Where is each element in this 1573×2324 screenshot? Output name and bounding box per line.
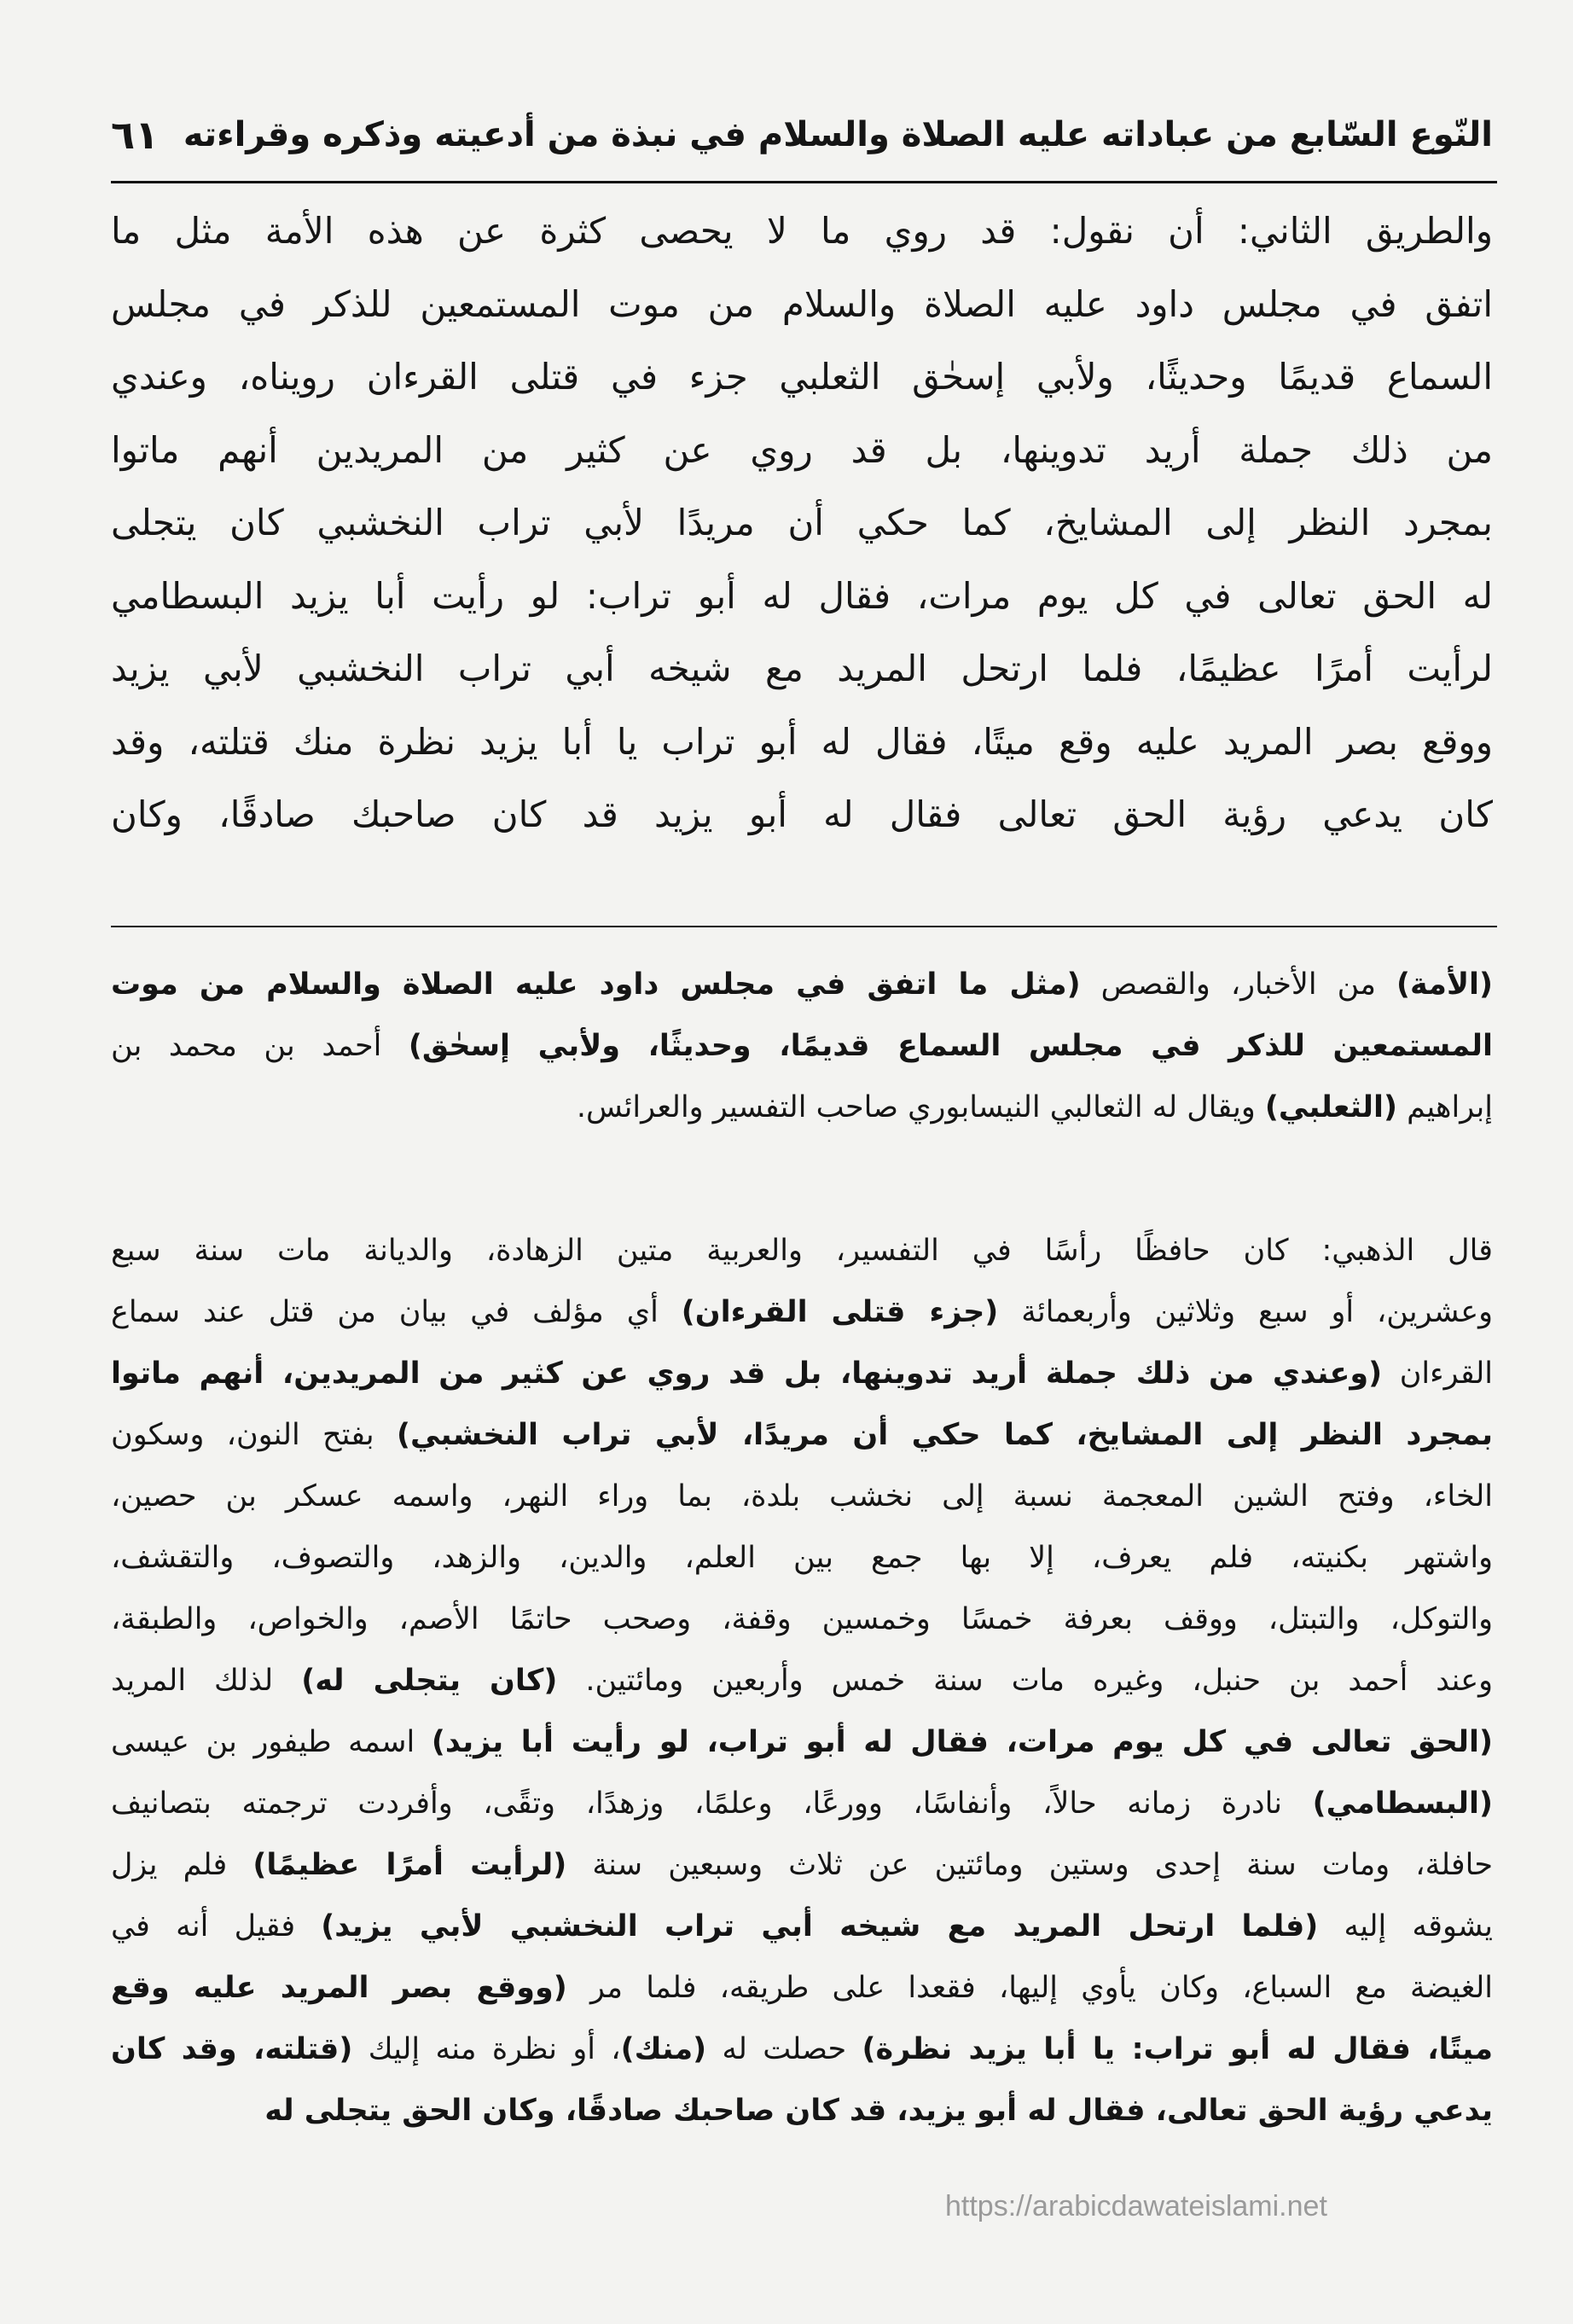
main-text-line: ووقع بصر المريد عليه وقع ميتًا، فقال له أبو تراب يا أبا يزيد نظرة منك قتلته، وقد <box>111 720 1493 763</box>
commentary-quote: (جزء قتلى القرءان) <box>681 1295 999 1329</box>
main-text-line: له الحق تعالى في كل يوم مرات، فقال له أبو تراب: لو رأيت أبا يزيد البسطامي <box>111 574 1493 617</box>
commentary-line <box>111 1834 1493 1896</box>
running-title: النّوع السّابع من عباداته عليه الصلاة والسلام في نبذة من أدعيته وذكره وقراءته <box>183 115 1493 154</box>
commentary-line <box>111 1589 1493 1650</box>
page-number: ٦١ <box>111 112 160 158</box>
main-text-line: لرأيت أمرًا عظيمًا، فلما ارتحل المريد مع شيخه أبي تراب النخشبي لأبي يزيد <box>111 648 1493 689</box>
commentary-text: فلم يزل <box>111 1848 253 1882</box>
commentary-line <box>111 1527 1493 1589</box>
commentary-quote: (منك) <box>620 2032 707 2066</box>
commentary-quote: (الثعلبي) <box>1264 1090 1398 1124</box>
commentary-line <box>111 2080 1493 2141</box>
commentary-quote: (فلما ارتحل المريد مع شيخه أبي تراب النخشبي لأبي يزيد) <box>321 1909 1319 1943</box>
commentary-line <box>111 1404 1493 1466</box>
commentary-line <box>111 1077 1493 1138</box>
commentary-text: من الأخبار، والقصص <box>1080 967 1397 1002</box>
commentary-quote: (مثل ما اتفق في مجلس داود عليه الصلاة والسلام من موت <box>111 967 1081 1002</box>
commentary-quote: بمجرد النظر إلى المشايخ، كما حكي أن مريدًا، لأبي تراب النخشبي) <box>397 1418 1493 1452</box>
commentary-line <box>111 954 1493 1015</box>
commentary-line <box>111 1957 1493 2019</box>
main-text-line: والطريق الثاني: أن نقول: قد روي ما لا يحصى كثرة عن هذه الأمة مثل ما <box>111 210 1493 252</box>
commentary-quote: (الحق تعالى في كل يوم مرات، فقال له أبو تراب، لو رأيت أبا يزيد) <box>431 1725 1493 1759</box>
page-header <box>111 101 1493 169</box>
commentary-quote: يدعي رؤية الحق تعالى، فقال له أبو يزيد، قد كان صاحبك صادقًا، وكان الحق يتجلى له <box>264 2094 1493 2128</box>
commentary-quote: (البسطامي) <box>1312 1787 1493 1821</box>
commentary-text: أي مؤلف في بيان من قتل عند سماع <box>111 1295 682 1329</box>
commentary-text: إبراهيم <box>1397 1090 1493 1124</box>
commentary-text: وعشرين، أو سبع وثلاثين وأربعمائة <box>998 1295 1493 1329</box>
commentary-text: وعند أحمد بن حنبل، وغيره مات سنة خمس وأربعين ومائتين. <box>557 1664 1493 1698</box>
main-text-line: اتفق في مجلس داود عليه الصلاة والسلام من موت المستمعين للذكر في مجلس <box>111 282 1493 325</box>
commentary-line <box>111 1711 1493 1773</box>
watermark: https://arabicdawateislami.net <box>945 2190 1327 2222</box>
commentary-quote: المستمعين للذكر في مجلس السماع قديمًا، وحديثًا، ولأبي إسحٰق) <box>408 1029 1493 1063</box>
commentary-line <box>111 1220 1493 1281</box>
commentary-text: واشتهر بكنيته، فلم يعرف، إلا بها جمع بين العلم، والدين، والزهد، والتصوف، والتقشف، <box>111 1541 1493 1575</box>
commentary-text: ويقال له الثعالبي النيسابوري صاحب التفسير والعرائس. <box>576 1090 1265 1124</box>
commentary-block-2 <box>111 1220 1493 2141</box>
commentary-quote: (ووقع بصر المريد عليه وقع <box>111 1971 567 2005</box>
main-text <box>111 195 1493 851</box>
commentary-text: لذلك المريد <box>111 1664 302 1698</box>
commentary-text: اسمه طيفور بن عيسى <box>111 1725 432 1759</box>
commentary-text: بفتح النون، وسكون <box>111 1418 397 1452</box>
commentary-text: ، أو نظرة منه إليك <box>352 2032 621 2066</box>
commentary-quote: (وعندي من ذلك جملة أريد تدوينها، بل قد روي عن كثير من المريدين، أنهم ماتوا <box>111 1357 1383 1391</box>
commentary-text: حافلة، ومات سنة إحدى وستين ومائتين عن ثلاث وسبعين سنة <box>566 1848 1493 1882</box>
commentary-quote: (الأمة) <box>1396 967 1493 1002</box>
commentary-text: حصلت له <box>706 2032 862 2066</box>
commentary-line <box>111 1896 1493 1957</box>
commentary-text: والتوكل، والتبتل، ووقف بعرفة خمسًا وخمسين وقفة، وصحب حاتمًا الأصم، والخواص، والطبقة، <box>111 1602 1493 1636</box>
commentary-separator <box>111 926 1497 927</box>
commentary-line <box>111 2019 1493 2080</box>
commentary-text: يشوقه إليه <box>1318 1909 1493 1943</box>
commentary-line <box>111 1281 1493 1343</box>
commentary-text: القرءان <box>1382 1357 1493 1391</box>
commentary-text: قال الذهبي: كان حافظًا رأسًا في التفسير، والعربية متين الزهادة، والديانة مات سنة سبع <box>111 1234 1493 1268</box>
header-rule <box>111 181 1497 183</box>
commentary-quote: (قتلته، وقد كان <box>111 2032 353 2066</box>
commentary-text: الخاء، وفتح الشين المعجمة نسبة إلى نخشب بلدة، بما وراء النهر، واسمه عسكر بن حصين، <box>111 1479 1493 1514</box>
main-text-line: كان يدعي رؤية الحق تعالى فقال له أبو يزيد قد كان صاحبك صادقًا، وكان <box>111 793 1493 835</box>
commentary-quote: (كان يتجلى له) <box>301 1664 558 1698</box>
commentary-block-1 <box>111 954 1493 1138</box>
main-text-line: بمجرد النظر إلى المشايخ، كما حكي أن مريدًا لأبي تراب النخشبي كان يتجلى <box>111 502 1493 543</box>
main-text-line: من ذلك جملة أريد تدوينها، بل قد روي عن كثير من المريدين أنهم ماتوا <box>111 428 1493 471</box>
commentary-text: أحمد بن محمد بن <box>111 1029 409 1063</box>
commentary-text: الغيضة مع السباع، وكان يأوي إليها، فقعدا على طريقه، فلما مر <box>566 1971 1493 2005</box>
commentary-quote: ميتًا، فقال له أبو تراب: يا أبا يزيد نظرة) <box>862 2032 1493 2066</box>
commentary-line <box>111 1650 1493 1711</box>
commentary-text: نادرة زمانه حالاً، وأنفاسًا، وورعًا، وعلمًا، وزهدًا، وتقًى، وأفردت ترجمته بتصانيف <box>111 1787 1313 1821</box>
commentary-quote: (لرأيت أمرًا عظيمًا) <box>252 1848 567 1882</box>
commentary-text: فقيل أنه في <box>111 1909 322 1943</box>
main-text-line: السماع قديمًا وحديثًا، ولأبي إسحٰق الثعلبي جزء في قتلى القرءان رويناه، وعندي <box>111 356 1493 398</box>
commentary-line <box>111 1773 1493 1834</box>
commentary-line <box>111 1015 1493 1077</box>
commentary-line <box>111 1343 1493 1404</box>
commentary-line <box>111 1466 1493 1527</box>
